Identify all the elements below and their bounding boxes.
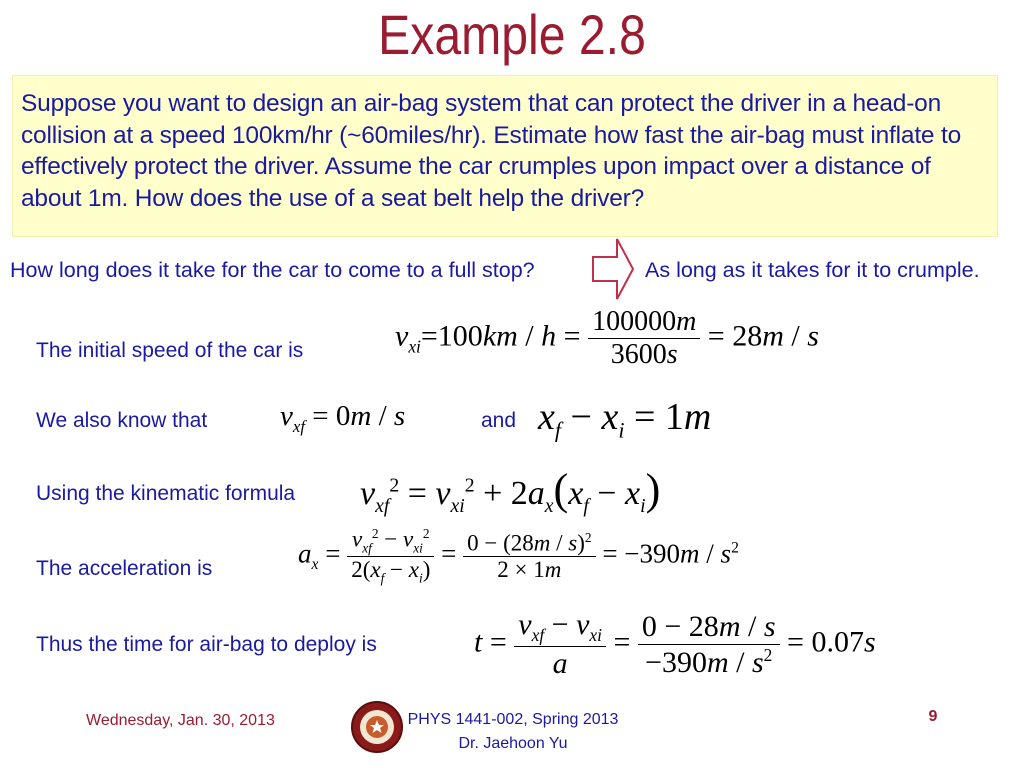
step-also-know: We also know that	[36, 409, 208, 432]
course-name: PHYS 1441-002, Spring 2013	[407, 711, 619, 728]
step-acceleration: The acceleration is	[36, 557, 213, 580]
equation-displacement: $x_f - x_i = 1m$	[538, 396, 712, 443]
footer-date: Wednesday, Jan. 30, 2013	[86, 712, 275, 729]
equation-acceleration: $a_x$ = $\frac{v_{xf}^2 - v_{xi}^2}{2(x_f - x_i)}$ = $\frac{0 - (28m / s)^2}{2 \times 1m}$ = $-390m / s^2$	[298, 526, 739, 586]
problem-box	[12, 75, 998, 237]
university-seal-logo	[350, 700, 404, 754]
instructor-name: Dr. Jaehoon Yu	[458, 735, 568, 752]
page-number: 9	[928, 708, 938, 725]
answer-text: As long as it takes for it to crumple.	[645, 258, 980, 282]
problem-text: Suppose you want to design an air-bag system that can protect the driver in a head-on collision at a speed 100km/hr (~60miles/hr). Estimate how fast the air-bag must inflate to effectively protect the driver. Assume the car crumples upon impact over a distance of about 1m. How does the use of a seat belt help the driver?	[21, 90, 961, 212]
slide-title: Example 2.8	[378, 3, 646, 66]
equation-initial-speed: $v_{xi}=100km / h$ = $\frac{100000m}{3600s}$ = 28m / s	[395, 306, 819, 370]
step-kinematic: Using the kinematic formula	[36, 482, 296, 505]
question-text: How long does it take for the car to come to a full stop?	[10, 258, 535, 282]
equation-kinematic: $v_{xf}^2 = v_{xi}^2 + 2a_x(x_f - x_i)$	[360, 465, 661, 517]
step-time: Thus the time for air-bag to deploy is	[36, 633, 377, 656]
step-initial-speed: The initial speed of the car is	[36, 339, 304, 362]
footer-course	[398, 708, 628, 756]
and-text: and	[481, 409, 517, 432]
right-arrow-icon	[591, 237, 637, 301]
equation-final-speed: $v_{xf} = 0m / s$	[280, 400, 406, 436]
equation-time: t = $\frac{v_{xf} - v_{xi}}{a}$ = $\frac{0 - 28m / s}{-390m / s^2}$ = 0.07s	[474, 608, 876, 680]
